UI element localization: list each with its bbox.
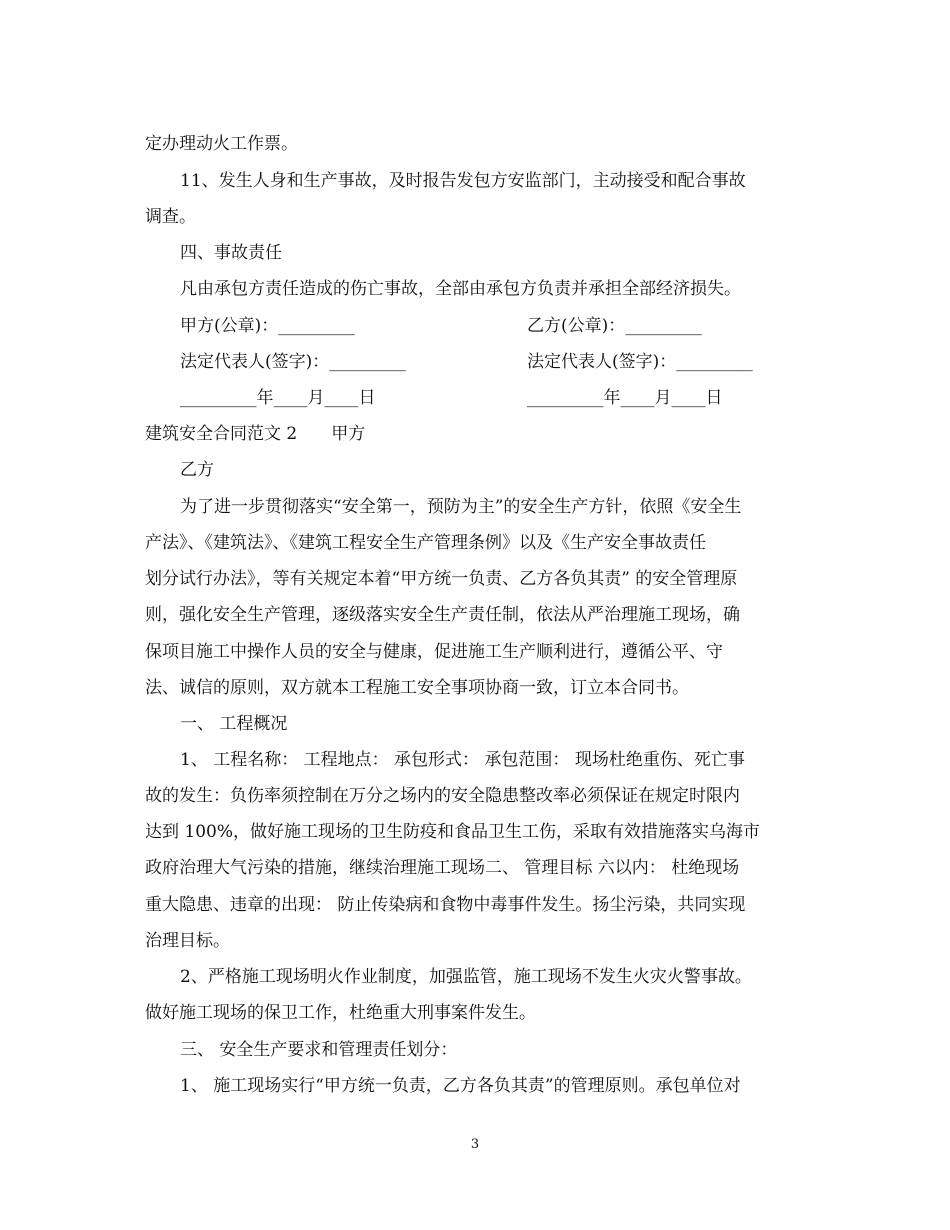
text-line: 乙方 (180, 460, 214, 480)
text-line: 则，强化安全生产管理，逐级落实安全生产责任制，依法从严治理施工现场，确 (145, 605, 740, 625)
text-line: 1、 施工现场实行“甲方统一负责，乙方各负其责”的管理原则。承包单位对 (180, 1076, 741, 1096)
text-line: 治理目标。 (145, 931, 230, 951)
text-line: 做好施工现场的保卫工作，杜绝重大刑事案件发生。 (145, 1003, 536, 1023)
text-line: 法、诚信的原则，双方就本工程施工安全事项协商一致，订立本合同书。 (145, 678, 689, 698)
text-line: 划分试行办法》，等有关规定本着“甲方统一负责、乙方各负其责” 的安全管理原 (145, 569, 738, 589)
text-line: 保项目施工中操作人员的安全与健康，促进施工生产顺利进行，遵循公平、守 (145, 642, 723, 662)
text-line: 定办理动火工作票。 (145, 134, 298, 154)
text-line: 为了进一步贯彻落实“安全第一，预防为主”的安全生产方针，依照《安全生 (180, 497, 742, 517)
text-line: 调查。 (145, 207, 196, 227)
page-number: 3 (470, 1137, 480, 1152)
text-line: 政府治理大气污染的措施，继续治理施工现场二、 管理目标 六以内： 杜绝现场 (145, 858, 740, 878)
section-heading: 一、 工程概况 (180, 714, 288, 734)
text-line: 重大隐患、违章的出现： 防止传染病和食物中毒事件发生。扬尘污染，共同实现 (145, 895, 746, 915)
section-heading: 四、事故责任 (180, 243, 282, 263)
party-b-representative: 法定代表人(签字)：_________ (527, 352, 753, 372)
text-line: 达到 100%，做好施工现场的卫生防疫和食品卫生工伤，采取有效措施落实乌海市 (145, 822, 761, 842)
party-b-date: _________年____月____日 (527, 388, 723, 408)
party-b-seal: 乙方(公章)：_________ (527, 316, 702, 336)
text-line: 凡由承包方责任造成的伤亡事故，全部由承包方负责并承担全部经济损失。 (180, 279, 741, 299)
text-line: 2、严格施工现场明火作业制度，加强监管，施工现场不发生火灾火警事故。 (180, 967, 752, 987)
text-line: 故的发生：负伤率须控制在万分之场内的安全隐患整改率必须保证在规定时限内 (145, 786, 740, 806)
party-a-seal: 甲方(公章)：_________ (180, 316, 355, 336)
party-a-representative: 法定代表人(签字)：_________ (180, 352, 406, 372)
party-a-date: _________年____月____日 (180, 388, 376, 408)
text-line: 1、 工程名称： 工程地点： 承包形式： 承包范围： 现场杜绝重伤、死亡事 (180, 750, 745, 770)
text-line: 产法》、《建筑法》、《建筑工程安全生产管理条例》以及《生产安全事故责任 (145, 533, 706, 553)
document-title: 建筑安全合同范文 2 甲方 (145, 424, 366, 444)
text-line: 11、发生人身和生产事故，及时报告发包方安监部门，主动接受和配合事故 (180, 171, 746, 191)
section-heading: 三、 安全生产要求和管理责任划分： (180, 1040, 458, 1060)
